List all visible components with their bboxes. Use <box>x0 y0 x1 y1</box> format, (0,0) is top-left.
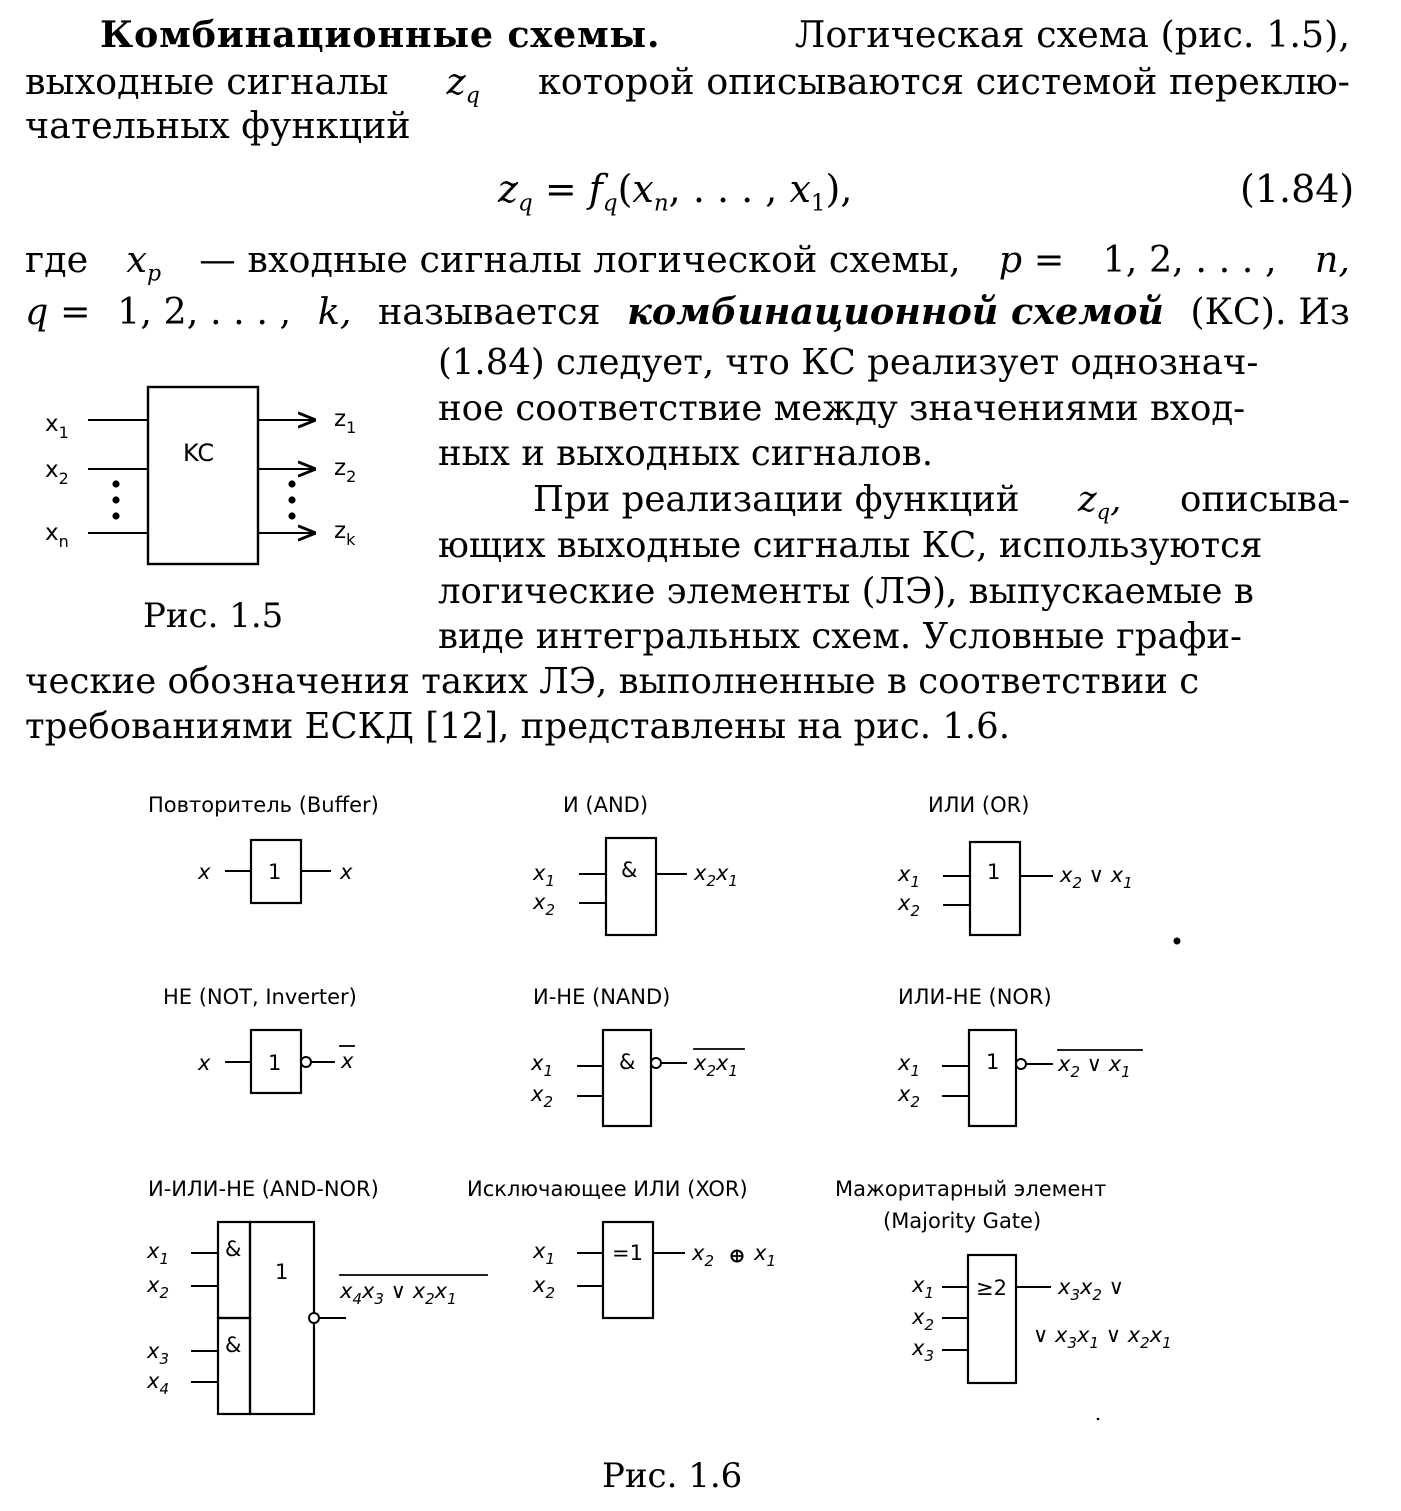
title-and-nor: И-ИЛИ-НЕ (AND-NOR) <box>148 1177 379 1201</box>
line-9-b: описыва- <box>1180 479 1350 520</box>
svg-text:x1: $x_1$ <box>533 861 555 890</box>
line-1-rest: Логическая схема (рис. 1.5), <box>794 13 1350 56</box>
line-4-c: 1, 2, . . . , <box>1102 238 1277 281</box>
output-z2: $z_2$ <box>334 455 357 486</box>
line-4-a: где <box>25 238 89 281</box>
svg-text:1: 1 <box>275 1260 289 1284</box>
section-heading: Комбинационные схемы. <box>100 13 661 56</box>
svg-text:x: x <box>198 860 211 884</box>
svg-text:x2: $x_2$ <box>147 1273 169 1302</box>
svg-text:x3: $x_3$ <box>147 1339 169 1368</box>
text-line-5 <box>25 289 1350 335</box>
svg-text:x2x1: $x_2x_1$ <box>694 1051 738 1080</box>
title-or: ИЛИ (OR) <box>928 793 1030 817</box>
title-not: НЕ (NOT, Inverter) <box>163 985 357 1009</box>
gate-xor <box>532 1222 776 1318</box>
var-zq: $z_q$ <box>446 60 480 109</box>
svg-text:x1: $x_1$ <box>147 1239 169 1268</box>
svg-text:x4x3 ∨ x2x1: $x_4x_3$ ∨ $x_2x_1$ <box>340 1279 457 1308</box>
text-line-8: ных и выходных сигналов. <box>438 433 934 474</box>
text-line-14: требованиями ЕСКД [12], представлены на рис. 1.6. <box>25 706 1011 747</box>
text-line-7: ное соответствие между значениями вход- <box>438 388 1246 429</box>
svg-text:x1: $x_1$ <box>912 1273 934 1302</box>
figure-1-6 <box>146 793 1181 1420</box>
svg-text:x1: $x_1$ <box>898 862 920 891</box>
title-and: И (AND) <box>563 793 649 817</box>
text-line-10: ющих выходные сигналы КС, используются <box>438 525 1263 566</box>
output-z1: $z_1$ <box>334 406 357 437</box>
svg-text:x: x <box>341 1049 354 1073</box>
text-line-1 <box>100 12 1350 58</box>
svg-text:&: & <box>225 1333 242 1357</box>
line-4-b: — входные сигналы логической схемы, <box>199 238 961 281</box>
svg-text:x4: $x_4$ <box>147 1369 169 1398</box>
svg-text:x2: $x_2$ <box>531 1082 553 1111</box>
svg-text:x1: $x_1$ <box>898 1051 920 1080</box>
var-xp: $x_p$ <box>126 238 162 287</box>
text-line-11: логические элементы (ЛЭ), выпускаемые в <box>438 571 1254 612</box>
svg-text:x2 ∨ x1: $x_2$ ∨ $x_1$ <box>1058 1052 1131 1081</box>
line-5-b: называется <box>377 290 601 333</box>
svg-text:x: x <box>198 1051 211 1075</box>
svg-text:1: 1 <box>268 1051 282 1075</box>
input-x2: $x_2$ <box>45 457 69 488</box>
text-line-6: (1.84) следует, что КС реализует однознач- <box>438 342 1259 383</box>
svg-text:x1: $x_1$ <box>533 1239 555 1268</box>
var-n: n, <box>1314 238 1350 281</box>
var-q: q = <box>25 290 91 333</box>
equation-1-84: $z_q = f_q(x_n$, . . . , $x_1$), <box>498 167 853 217</box>
line-5-a: 1, 2, . . . , <box>117 290 292 333</box>
svg-text:∨ x3x1 ∨ x2x1: ∨ $x_3x_1$ ∨ $x_2x_1$ <box>1033 1323 1172 1352</box>
gate-and-nor <box>146 1222 487 1414</box>
svg-text:x2: $x_2$ <box>692 1241 714 1270</box>
svg-text:≥2: ≥2 <box>976 1276 1007 1300</box>
svg-text:x2: $x_2$ <box>533 1273 555 1302</box>
title-majority-1: Мажоритарный элемент <box>835 1177 1107 1201</box>
gate-not <box>197 1030 354 1093</box>
kc-block <box>148 387 258 564</box>
line-2-b: которой описываются системой переклю- <box>537 60 1350 103</box>
title-nand: И-НЕ (NAND) <box>533 985 671 1009</box>
svg-text:1: 1 <box>987 860 1001 884</box>
kc-label: KC <box>183 439 215 467</box>
figure-1-5 <box>45 387 356 564</box>
svg-text:=1: =1 <box>612 1241 643 1265</box>
text-line-12: виде интегральных схем. Условные графи- <box>438 616 1243 657</box>
input-x1: $x_1$ <box>45 411 69 442</box>
equation-number: (1.84) <box>1240 167 1355 211</box>
var-zq-2: $z_q$, <box>1077 479 1122 525</box>
svg-text:x2: $x_2$ <box>533 890 555 919</box>
svg-text:x3x2 ∨: $x_3x_2$ ∨ <box>1058 1275 1125 1304</box>
title-nor: ИЛИ-НЕ (NOR) <box>898 985 1052 1009</box>
svg-text:&: & <box>225 1237 242 1261</box>
gate-nor <box>897 1030 1142 1126</box>
text-line-13: ческие обозначения таких ЛЭ, выполненные в соответствии с <box>25 661 1200 702</box>
svg-text:x1: $x_1$ <box>754 1241 776 1270</box>
text-line-3: чательных функций <box>25 104 411 147</box>
gate-or <box>897 842 1133 935</box>
gate-majority <box>911 1255 1172 1383</box>
var-k: k, <box>317 290 352 333</box>
figure-1-5-caption: Рис. 1.5 <box>143 596 284 636</box>
line-5-c: (КС). Из <box>1190 290 1350 333</box>
svg-text:x: x <box>340 860 353 884</box>
line-2-a: выходные сигналы <box>25 60 389 103</box>
input-xn: $x_n$ <box>45 520 69 551</box>
svg-text:x2 ∨ x1: $x_2$ ∨ $x_1$ <box>1060 863 1133 892</box>
line-9-a: При реализации функций <box>533 479 1020 520</box>
svg-text:1: 1 <box>268 860 282 884</box>
svg-text:x1: $x_1$ <box>531 1051 553 1080</box>
svg-text:&: & <box>619 1050 636 1074</box>
svg-text:x2: $x_2$ <box>912 1305 934 1334</box>
svg-text:x2: $x_2$ <box>898 1082 920 1111</box>
svg-text:x2: $x_2$ <box>898 891 920 920</box>
var-p: p = <box>998 238 1065 281</box>
title-buffer: Повторитель (Buffer) <box>148 793 379 817</box>
gate-nand <box>530 1030 744 1126</box>
title-xor: Исключающее ИЛИ (XOR) <box>467 1177 748 1201</box>
term-combinational-circuit: комбинационной схемой <box>627 290 1164 333</box>
svg-text:&: & <box>621 858 638 882</box>
gate-buffer <box>197 840 353 903</box>
svg-text:1: 1 <box>986 1050 1000 1074</box>
title-majority-2: (Majority Gate) <box>883 1209 1042 1233</box>
output-zk: $z_k$ <box>334 518 356 549</box>
svg-text:x2x1: $x_2x_1$ <box>694 861 738 890</box>
figure-1-6-caption: Рис. 1.6 <box>602 1456 743 1496</box>
gate-and <box>532 838 738 935</box>
svg-text:x3: $x_3$ <box>912 1336 934 1365</box>
